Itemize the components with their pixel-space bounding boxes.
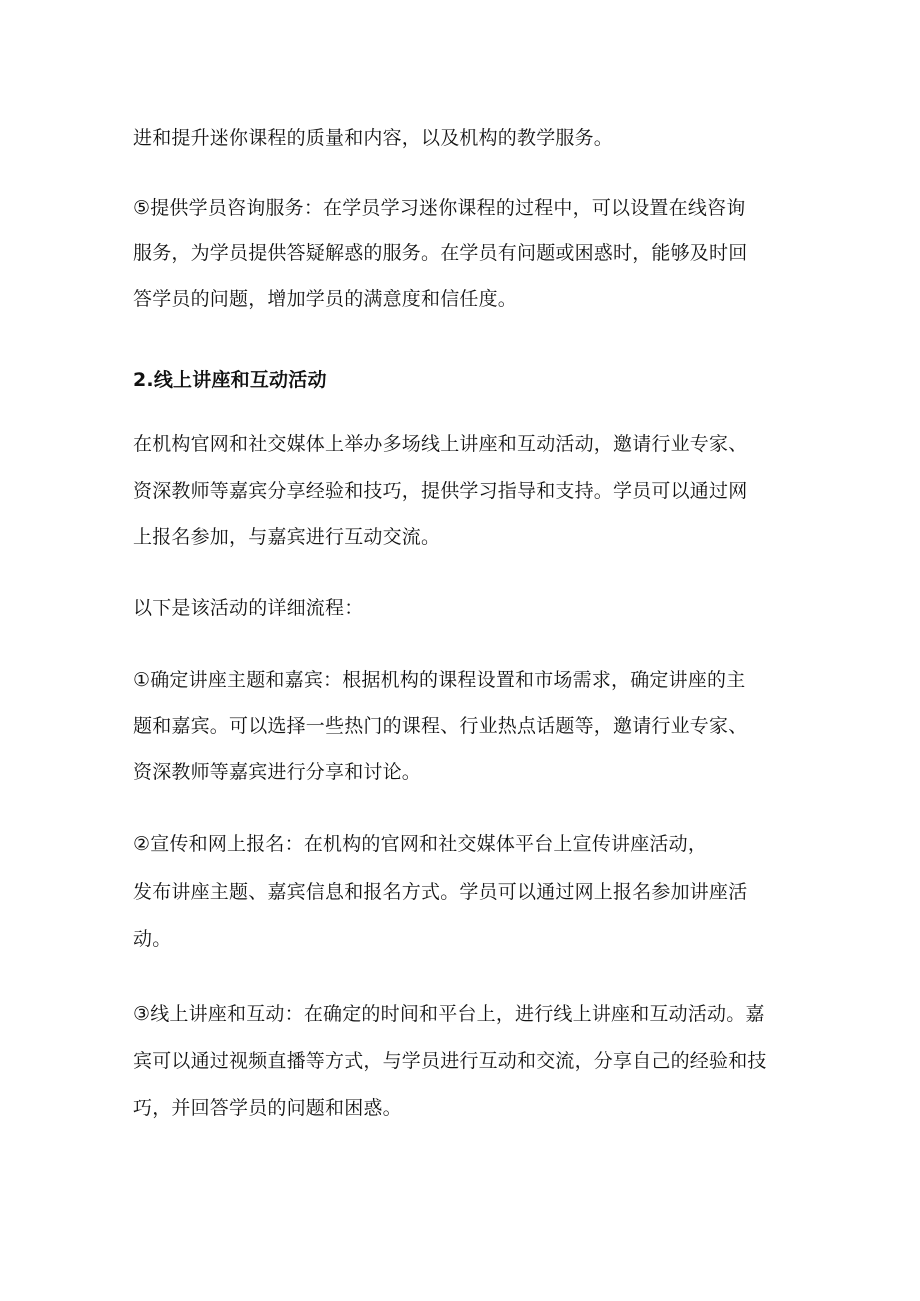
paragraph-line: 宾可以通过视频直播等方式，与学员进行互动和交流，分享自己的经验和技 bbox=[133, 1050, 767, 1072]
paragraph-line: ②宣传和网上报名：在机构的官网和社交媒体平台上宣传讲座活动， bbox=[133, 833, 708, 855]
paragraph-line: ③线上讲座和互动：在确定的时间和平台上，进行线上讲座和互动活动。嘉 bbox=[133, 1003, 765, 1025]
paragraph-line: 巧，并回答学员的问题和困惑。 bbox=[133, 1097, 402, 1119]
paragraph-line: 动。 bbox=[133, 928, 172, 950]
paragraph-line: 答学员的问题，增加学员的满意度和信任度。 bbox=[133, 288, 518, 310]
paragraph-line: 上报名参加，与嘉宾进行互动交流。 bbox=[133, 526, 441, 548]
paragraph-line: 资深教师等嘉宾分享经验和技巧，提供学习指导和支持。学员可以通过网 bbox=[133, 480, 748, 502]
paragraph-line: 题和嘉宾。可以选择一些热门的课程、行业热点话题等，邀请行业专家、 bbox=[133, 715, 748, 737]
paragraph-line: 资深教师等嘉宾进行分享和讨论。 bbox=[133, 761, 422, 783]
paragraph-line: 在机构官网和社交媒体上举办多场线上讲座和互动活动，邀请行业专家、 bbox=[133, 433, 748, 455]
paragraph-line: 发布讲座主题、嘉宾信息和报名方式。学员可以通过网上报名参加讲座活 bbox=[133, 881, 748, 903]
paragraph-line: ①确定讲座主题和嘉宾：根据机构的课程设置和市场需求，确定讲座的主 bbox=[133, 669, 746, 691]
paragraph-line: 服务，为学员提供答疑解惑的服务。在学员有问题或困惑时，能够及时回 bbox=[133, 242, 748, 264]
paragraph-line: 进和提升迷你课程的质量和内容，以及机构的教学服务。 bbox=[133, 127, 614, 149]
paragraph-line: 以下是该活动的详细流程： bbox=[133, 597, 364, 619]
paragraph-line: ⑤提供学员咨询服务：在学员学习迷你课程的过程中，可以设置在线咨询 bbox=[133, 197, 746, 219]
section-heading: 2.线上讲座和互动活动 bbox=[133, 369, 327, 391]
